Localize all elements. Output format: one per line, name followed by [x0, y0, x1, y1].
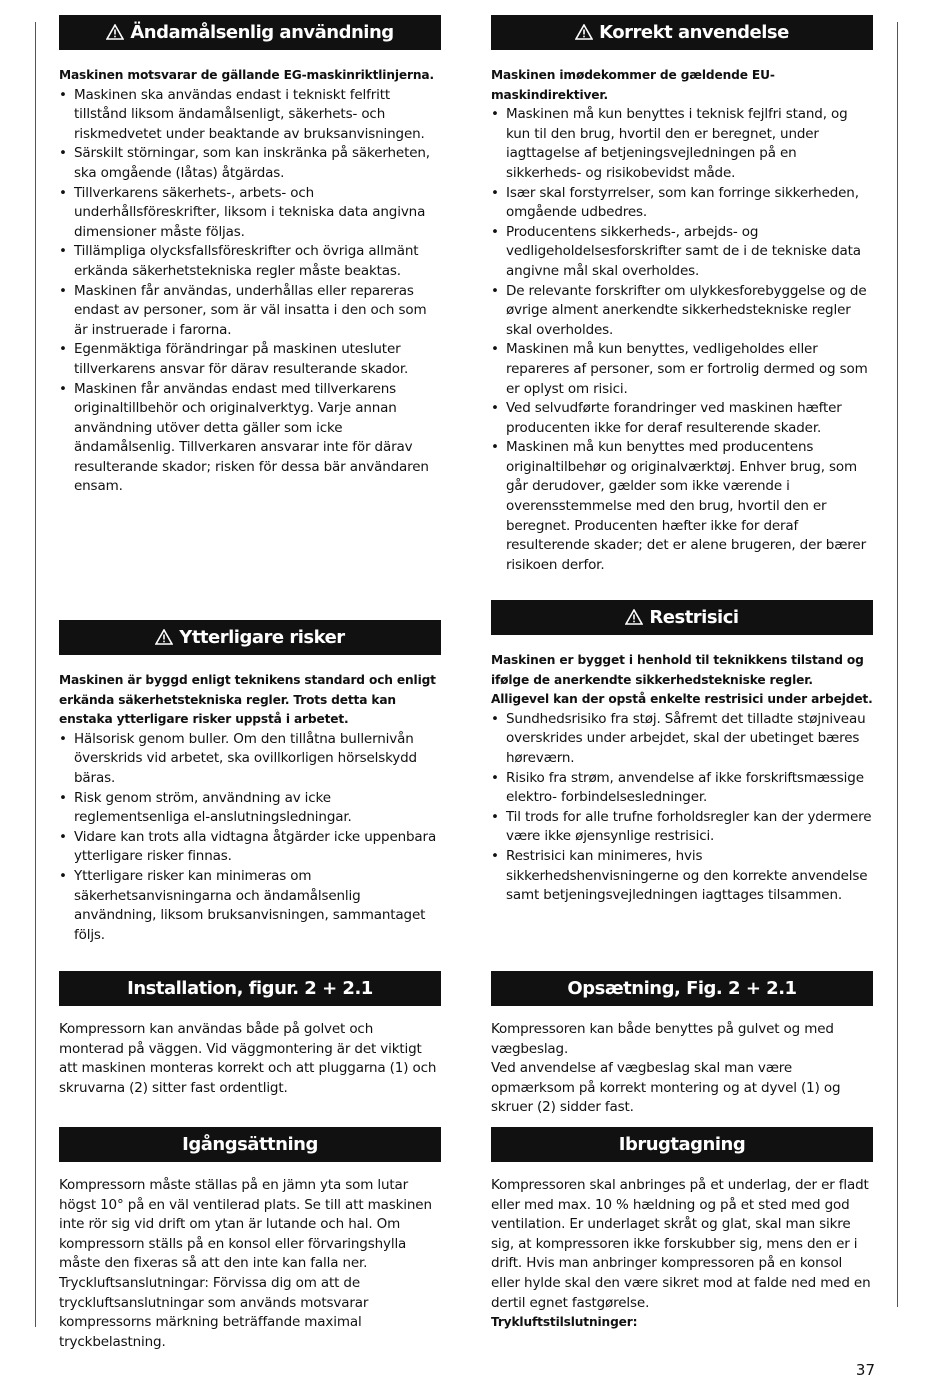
section-intro: Maskinen er bygget i henhold til teknikkens tilstand og ifølge de anerkendte sikkerhedstekniske regler. Alligevel kan der opstå enkelte restrisici under arbejdet.	[491, 653, 873, 707]
paragraph: Kompressoren skal anbringes på et underlag, der er fladt eller med max. 10 % hældning og på et sted med god ventilation. Er underlaget skråt og glat, skal man sikre sig, at kompressoren ikke forskubber sig, mens den er i drift. Hvis man anbringer kompressoren på en konsol eller hylde skal den være sikret mod at falde ned med en dertil egnet fastgørelse.	[491, 1177, 871, 1311]
section-header	[491, 971, 873, 1006]
list-item: • Egenmäktiga förändringar på maskinen utesluter tillverkarens ansvar för därav resulterande skador.	[59, 340, 441, 379]
list-item: • Til trods for alle trufne forholdsregler kan der ydermere være ikke øjensynlige restrisici.	[491, 808, 873, 847]
list-item: • De relevante forskrifter om ulykkesforebyggelse og de øvrige alment anerkendte sikkerhedstekniske regler skal overholdes.	[491, 282, 873, 341]
right-section-residual-risks	[491, 600, 873, 906]
right-section-commissioning	[491, 1127, 873, 1333]
list-item: • Vidare kan trots alla vidtagna åtgärder icke uppenbara ytterligare risker finnas.	[59, 828, 441, 867]
paragraph: Ved anvendelse af vægbeslag skal man være opmærksom på korrekt montering og at dyvel (1) og skruer (2) sidder fast.	[491, 1060, 841, 1116]
subheading: Trykluftstilslutninger:	[491, 1315, 638, 1330]
right-section-setup	[491, 971, 873, 1118]
warning-icon	[106, 24, 124, 40]
list-item: • Hälsorisk genom buller. Om den tillåtna bullernivån överskrids vid arbetet, ska ovillkorligen hörselskydd bäras.	[59, 730, 441, 789]
list-item: • Maskinen må kun benyttes, vedligeholdes eller repareres af personer, som er fortrolig dermed og som er oplyst om risici.	[491, 340, 873, 399]
list-item: • Maskinen får användas, underhållas eller repareras endast av personer, som är väl insatta i den och som är instruerade i farorna.	[59, 282, 441, 341]
page-number: 37	[855, 1361, 875, 1379]
list-item: • Maskinen må kun benyttes i teknisk fejlfri stand, og kun til den brug, hvortil den er beregnet, under iagttagelse af betjeningsvejledningen på en sikkerheds- og risikobevidst måde.	[491, 105, 873, 183]
paragraph: Kompressorn måste ställas på en jämn yta som lutar högst 10° på en väl ventilerad plats. Se till att maskinen inte rör sig vid drift om ytan är lutande och hal. Om kompressorn ställs på en konsol eller förvaringshylla måste den fixeras så att den inte kan falla ner.	[59, 1177, 432, 1272]
list-item: • Ved selvudførte forandringer ved maskinen hæfter producenten ikke for deraf resulterende skader.	[491, 399, 873, 438]
section-header	[59, 620, 441, 655]
left-section-additional-risks	[59, 620, 441, 945]
section-intro: Maskinen är byggd enligt teknikens standard och enligt erkända säkerhetstekniska regler. Trots detta kan enstaka ytterligare risker uppstå i arbetet.	[59, 673, 436, 727]
section-title: Restrisici	[649, 607, 739, 628]
list-item: • Risk genom ström, användning av icke reglementsenliga el-anslutningsledningar.	[59, 789, 441, 828]
left-section-startup	[59, 1127, 441, 1352]
section-title: Installation, figur. 2 + 2.1	[127, 978, 373, 999]
left-section-intended-use	[59, 15, 441, 497]
section-header	[59, 1127, 441, 1162]
list-item: • Sundhedsrisiko fra støj. Såfremt det tilladte støjniveau overskrides under arbejdet, skal der ubetinget bæres høreværn.	[491, 710, 873, 769]
section-title: Ytterligare risker	[179, 627, 345, 648]
section-intro: Maskinen imødekommer de gældende EU-maskindirektiver.	[491, 68, 775, 102]
warning-icon	[155, 629, 173, 645]
paragraph: Kompressorn kan användas både på golvet och monterad på väggen. Vid väggmontering är det viktigt att maskinen monteras korrekt och att pluggarna (1) och skruvarna (2) sitter fast ordentligt.	[59, 1021, 437, 1096]
section-header	[491, 600, 873, 635]
left-margin-rule	[35, 22, 36, 1327]
section-header	[59, 971, 441, 1006]
right-margin-rule	[897, 22, 898, 1307]
list-item: • Särskilt störningar, som kan inskränka på säkerheten, ska omgående (låtas) åtgärdas.	[59, 144, 441, 183]
list-item: • Maskinen må kun benyttes med producentens originaltilbehør og originalværktøj. Enhver brug, som går derudover, gælder som ikke værende i overensstemmelse med den brug, hvortil den er beregnet. Producenten hæfter ikke for deraf resulterende skader; det er alene brugeren, der bærer risikoen derfor.	[491, 438, 873, 575]
list-item: • Ytterligare risker kan minimeras om säkerhetsanvisningarna och ändamålsenlig användning, liksom bruksanvisningen, sammantaget följs.	[59, 867, 441, 945]
section-title: Opsætning, Fig. 2 + 2.1	[567, 978, 797, 999]
left-section-installation	[59, 971, 441, 1098]
section-title: Igångsättning	[182, 1134, 318, 1155]
section-title: Ibrugtagning	[618, 1134, 746, 1155]
paragraph: Tryckluftsanslutningar: Förvissa dig om att de tryckluftsanslutningar som används motsvarar kompressorns märkning beträffande maximal tryckbelastning.	[59, 1274, 369, 1350]
section-header	[59, 15, 441, 50]
list-item: • Producentens sikkerheds-, arbejds- og vedligeholdelsesforskrifter samt de i de tekniske data angivne mål skal overholdes.	[491, 223, 873, 282]
section-title: Ändamålsenlig användning	[130, 22, 394, 43]
list-item: • Restrisici kan minimeres, hvis sikkerhedshenvisningerne og den korrekte anvendelse samt betjeningsvejledningen iagttages tilsammen.	[491, 847, 873, 906]
list-item: • Tillverkarens säkerhets-, arbets- och underhållsföreskrifter, liksom i tekniska data angivna dimensioner måste följas.	[59, 184, 441, 243]
warning-icon	[575, 24, 593, 40]
list-item: • Risiko fra strøm, anvendelse af ikke forskriftsmæssige elektro- forbindelsesledninger.	[491, 769, 873, 808]
section-title: Korrekt anvendelse	[599, 22, 789, 43]
right-section-correct-use	[491, 15, 873, 575]
section-intro: Maskinen motsvarar de gällande EG-maskinriktlinjerna.	[59, 68, 434, 82]
paragraph: Kompressoren kan både benyttes på gulvet og med vægbeslag.	[491, 1021, 834, 1057]
list-item: • Tillämpliga olycksfallsföreskrifter och övriga allmänt erkända säkerhetstekniska regler måste beaktas.	[59, 242, 441, 281]
list-item: • Maskinen ska användas endast i tekniskt felfritt tillstånd liksom ändamålsenligt, säkerhets- och riskmedvetet under beaktande av bruksanvisningen.	[59, 86, 441, 145]
section-header	[491, 15, 873, 50]
list-item: • Maskinen får användas endast med tillverkarens originaltillbehör och originalverktyg. Varje annan användning utöver detta gäller som icke ändamålsenlig. Tillverkaren ansvarar inte för därav resulterande skador; risken för dessa bär användaren ensam.	[59, 380, 441, 498]
list-item: • Især skal forstyrrelser, som kan forringe sikkerheden, omgående udbedres.	[491, 184, 873, 223]
section-header	[491, 1127, 873, 1162]
warning-icon	[625, 609, 643, 625]
